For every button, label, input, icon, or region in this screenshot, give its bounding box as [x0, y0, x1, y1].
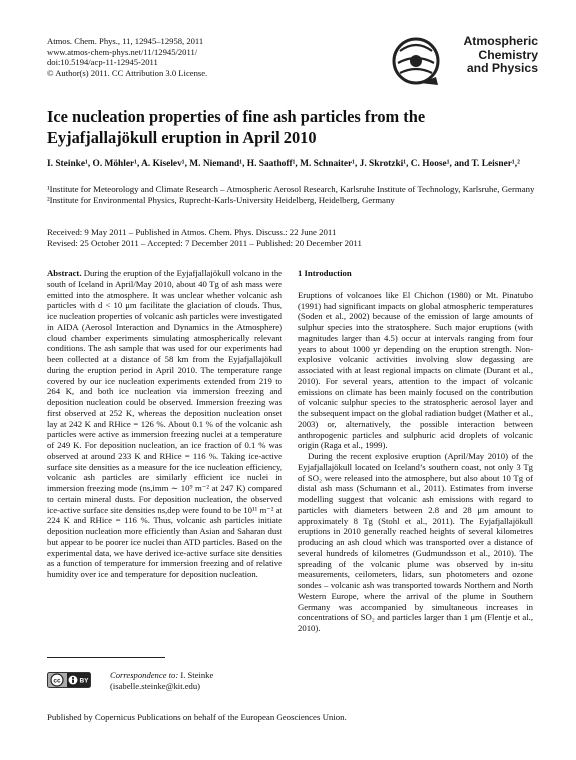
egu-logo-icon	[392, 33, 442, 89]
abstract-label: Abstract.	[47, 268, 82, 278]
correspondence-name: I. Steinke	[180, 670, 214, 680]
section-heading: 1 Introduction	[298, 268, 352, 278]
footnote-divider	[47, 657, 165, 658]
affiliations	[47, 184, 537, 206]
affiliation-1: ¹Institute for Meteorology and Climate Research – Atmospheric Aerosol Research, Karlsruhe Institute of Technology, Karlsruhe, Germany	[47, 184, 535, 194]
abstract-text: During the eruption of the Eyjafjallajökull volcano in the south of Iceland in April/May 2010, about 40 Tg of ash mass were emitted into the atmosphere. It was unclear whether volcanic ash particles with d < 10 μm facilitate the glaciation of clouds. Thus, ice nucleation properties of volcanic ash particles were investigated in AIDA (Aerosol Interaction and Dynamics in the Atmosphere) cloud chamber experiments simulating atmospherically relevant conditions. The ash sample that was used for our experiments had been collected at a distance of 58 km from the Eyjafjallajökull during the eruption period in April 2010. The temperature range covered by our ice nucleation experiments extended from 219 to 264 K, and both ice nucleation via immersion freezing and deposition nucleation could be observed. Immersion freezing was first observed at 252 K, whereas the deposition nucleation onset lay at 242 K and RHice = 126 %. About 0.1 % of the volcanic ash particles were active as immersion freezing nuclei at a temperature of 249 K. For deposition nucleation, an ice fraction of 0.1 % was observed at around 233 K and RHice = 116 %. Taking ice-active surface site densities as a measure for the ice nucleation efficiency, volcanic ash particles are similarly efficient ice nuclei in immersion freezing mode (ns,imm ∼ 10⁹ m⁻² at 247 K) compared to certain mineral dusts. For deposition nucleation, the observed ice-active surface site densities ns,dep were found to be 10¹¹ m⁻² at 224 K and RHice = 116 %. Thus, volcanic ash particles initiate deposition nucleation more efficiently than Asian and Saharan dust but appear to be poorer ice nuclei than ATD particles. Based on the experimental data, we have derived ice-active surface site densities as a function of temperature for immersion freezing and of relative humidity over ice and temperature for deposition nucleation.	[47, 268, 283, 579]
logo-wordmark: Atmospheric Chemistry and Physics	[463, 34, 538, 76]
journal-url[interactable]: www.atmos-chem-phys.net/11/12945/2011/	[47, 46, 198, 57]
header-metadata	[47, 36, 207, 78]
publisher-footer: Published by Copernicus Publications on behalf of the European Geosciences Union.	[47, 712, 347, 722]
author-list: I. Steinke¹, O. Möhler¹, A. Kiselev¹, M. Niemand¹, H. Saathoff¹, M. Schnaiter¹, J. Skrotzki¹, C. Hoose¹, and T. Leisner¹,²	[47, 159, 520, 169]
publication-dates	[47, 227, 537, 250]
copyright-notice: © Author(s) 2011. CC Attribution 3.0 License.	[47, 67, 208, 78]
journal-logo	[392, 33, 538, 89]
intro-paragraph-2: During the recent explosive eruption (April/May 2010) of the Eyjafjallajökull located on Iceland’s southern coast, not only 3 Tg of SO₂ were released into the atmosphere, but also about 10 Tg of distal ash mass (Schumann et al., 2011). Estimates from inverse modelling suggest that volcanic ash emissions with regard to particles with diameters between 2.8 and 28 μm amount to approximately 8 Tg (Stohl et al., 2011). The Eyjafjallajökull eruptions in 2010 generally reached heights of several kilometres producing an ash cloud which was transported over a distance of several hundreds of kilometres (Gudmundsson et al., 2010). The spreading of the volcanic plume was observed by in-situ measurements, ceilometers, lidars, sun photometers and ozone sondes – volcanic ash was transported towards Northern and North Western Europe, where the arrival of the plume in Southern Germany was accompanied by simultaneous increases in concentrations of SO₂ and particles larger than 1 μm (Flentje et al., 2010).	[298, 451, 533, 633]
doi[interactable]: doi:10.5194/acp-11-12945-2011	[47, 57, 158, 68]
correspondence-label: Correspondence to:	[110, 670, 179, 680]
journal-citation: Atmos. Chem. Phys., 11, 12945–12958, 2011	[47, 36, 204, 46]
introduction-section	[298, 268, 533, 634]
cc-text: cc	[53, 677, 61, 685]
intro-paragraph-1: Eruptions of volcanoes like El Chichon (1980) or Mt. Pinatubo (1991) had significant impacts on global atmospheric temperatures (Soden et al., 2002) because of the emission of large amounts of sulphur species into the stratosphere. Such major eruptions (with magnitudes larger than 4.5) occur at intervals ranging from four years to about 1000 yr depending on the eruption strength. Non-explosive volcanic activities involving slow degassing are associated with at least regional impacts on climate (Durant et al., 2010). For several years, attention to the impact of volcanic emissions on climate has been mainly focused on the contribution of volcanic sulphur species to the stratospheric aerosol layer and the subsequent impact on the global radiation budget (Mather et al., 2003) or, alternatively, the possible interaction between anthropogenic particles and sulphuric acid droplets of volcanic origin (Raga et al., 1999).	[298, 289, 533, 451]
by-text: BY	[79, 677, 89, 685]
abstract	[47, 268, 282, 580]
received-line: Received: 9 May 2011 – Published in Atmos. Chem. Phys. Discuss.: 22 June 2011	[47, 227, 337, 237]
cc-by-license-badge[interactable]	[47, 672, 91, 688]
affiliation-2: ²Institute for Environmental Physics, Ruprecht-Karls-University Heidelberg, Heidelberg, Germany	[47, 195, 395, 206]
paper-title: Ice nucleation properties of fine ash particles from the Eyjafjallajökull eruption in April 2010	[47, 107, 426, 147]
revised-line: Revised: 25 October 2011 – Accepted: 7 December 2011 – Published: 20 December 2011	[47, 238, 362, 249]
correspondence	[110, 670, 213, 692]
cc-by-icon	[47, 672, 91, 688]
correspondence-email[interactable]: (isabelle.steinke@kit.edu)	[110, 681, 201, 691]
